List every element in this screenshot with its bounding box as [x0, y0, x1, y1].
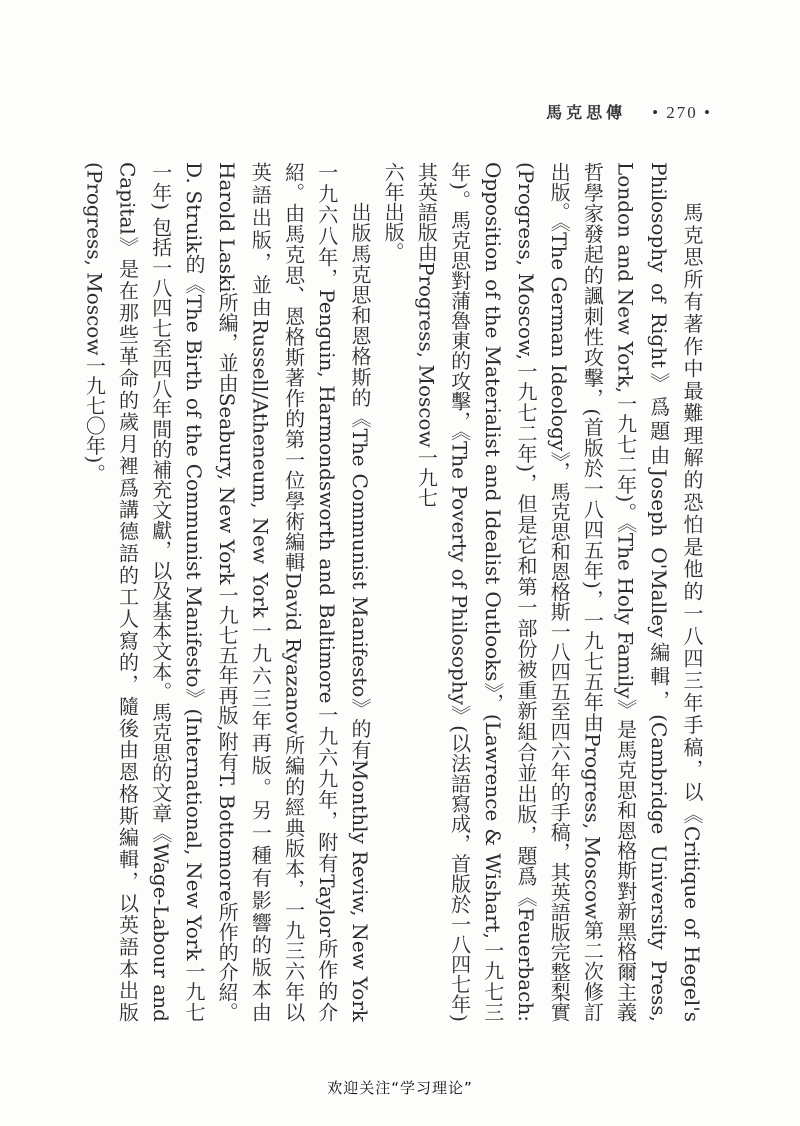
- paragraph-early-works: 馬克思所有著作中最難理解的恐怕是他的一八四三年手稿，以《Critique of Hegel's Philosophy of Right》爲題由Joseph O'Malley編輯，(Cambridge University Press, London and New York,一九七二年)。《The Holy Family》是馬克思和恩格斯對新黑格爾主義哲學家發起的諷刺性攻擊，(首版於一八四五年)，一九七五年由Progress, Moscow第二次修訂出版。《The German Ideology》，馬克思和恩格斯一八四五至四六年的手稿，其英語版完整梨實(Progress, Moscow,一九七二年)，但是它和第一部份被重新組合並出版，題爲《Feuerbach: Opposition of the Materialist and Idealist Outlooks》，(Lawrence & Wishart,一九七三年)。馬克思對蒲魯東的攻擊，《The Poverty of Philosophy》(以法語寫成，首版於一八四七年) 其英語版由Progress, Moscow一九七: [414, 162, 704, 1022]
- page-number: • 270 •: [652, 103, 712, 122]
- footer-watermark-note: 欢迎关注“学习理论”: [327, 1079, 473, 1097]
- book-title: 馬克思傳: [546, 103, 627, 122]
- running-header: [546, 100, 712, 123]
- vertical-body-text: [77, 162, 708, 1022]
- paragraph-manifesto-editions: 出版馬克思和恩格斯的《The Communist Manifesto》的有Monthly Reviw, New York一九六八年，Penguin, Harmondsworth and Baltimore一九六九年，附有Taylor所作的介紹。由馬克思、恩格斯著作的第一位學術編輯David Ryazanov所編的經典版本，一九三六年以英語出版，並由Russell/Atheneum, New York一九六三年再版。另一種有影響的版本由Harold Laski所編，並由Seabury, New York一九七五年再版,附有T. Bottomore所作的介紹。D. Struik的《The Birth of the Communist Manifesto》(International, New York一九七一年) 包括一八四七至四八年間的補充文獻，以及基本文本。馬克思的文章《Wage-Labour and Capital》是在那些革命的歲月裡爲講德語的工人寫的，隨後由恩格斯編輯，以英語本出版 (Progress, Moscow一九七〇年)。: [82, 162, 372, 1022]
- paragraph-continuation: 六年出版。: [381, 162, 406, 262]
